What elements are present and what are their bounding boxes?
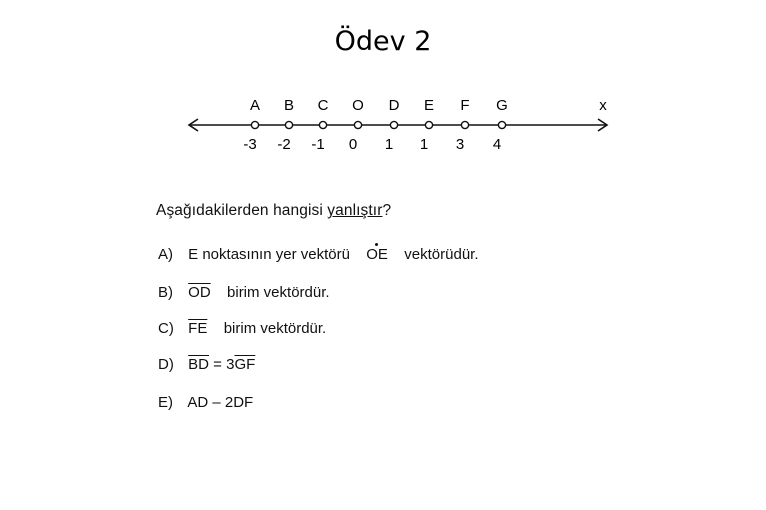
option-b <box>158 284 330 301</box>
option-label: A) <box>158 246 173 263</box>
point-value: 1 <box>419 136 429 153</box>
option-c <box>158 320 326 337</box>
point-value: 1 <box>384 136 394 153</box>
point-label: F <box>460 97 470 114</box>
vector-fe: $\overline{FE}$ <box>188 320 208 337</box>
point-label: A <box>249 97 261 114</box>
question-suffix: ? <box>382 202 392 219</box>
point-value: 3 <box>455 136 465 153</box>
option-text: AD – 2DF <box>187 394 254 411</box>
option-label: C) <box>158 320 174 337</box>
question-text <box>156 202 391 220</box>
option-label: E) <box>158 394 173 411</box>
axis-label: x <box>599 97 607 114</box>
vector-gf: $\overline{GF}$ <box>234 356 256 373</box>
point-b <box>285 121 292 128</box>
option-label: B) <box>158 284 173 301</box>
point-g <box>498 121 505 128</box>
option-text: E noktasının yer vektörü <box>188 246 350 263</box>
point-label: E <box>423 97 435 114</box>
vector-bd: $\overline{BD}$ <box>188 356 210 373</box>
point-o <box>354 121 361 128</box>
option-a <box>158 246 479 263</box>
page-title: Ödev 2 <box>334 26 432 57</box>
point-label: O <box>352 97 364 114</box>
option-label: D) <box>158 356 174 373</box>
option-text: vektörüdür. <box>404 246 479 263</box>
option-text: birim vektördür. <box>223 320 327 337</box>
question-underlined: yanlıştır <box>327 202 383 219</box>
option-d <box>158 356 255 373</box>
point-value: 4 <box>492 136 502 153</box>
vector-oe: OE <box>366 246 388 263</box>
point-value: -1 <box>311 136 325 153</box>
option-text: = 3 <box>209 356 235 373</box>
point-value: 0 <box>348 136 358 153</box>
option-e <box>158 394 253 411</box>
point-label: C <box>317 97 329 114</box>
point-label: B <box>283 97 295 114</box>
point-c <box>319 121 326 128</box>
vector-od: $\overline{OD}$ <box>188 284 211 301</box>
point-d <box>390 121 397 128</box>
point-e <box>425 121 432 128</box>
point-f <box>461 121 468 128</box>
question-prefix: Aşağıdakilerden hangisi <box>156 202 328 219</box>
point-label: D <box>388 97 400 114</box>
point-a <box>251 121 258 128</box>
point-value: -3 <box>243 136 257 153</box>
point-value: -2 <box>277 136 291 153</box>
option-text: birim vektördür. <box>227 284 330 301</box>
point-label: G <box>496 97 508 114</box>
number-line <box>0 0 766 160</box>
